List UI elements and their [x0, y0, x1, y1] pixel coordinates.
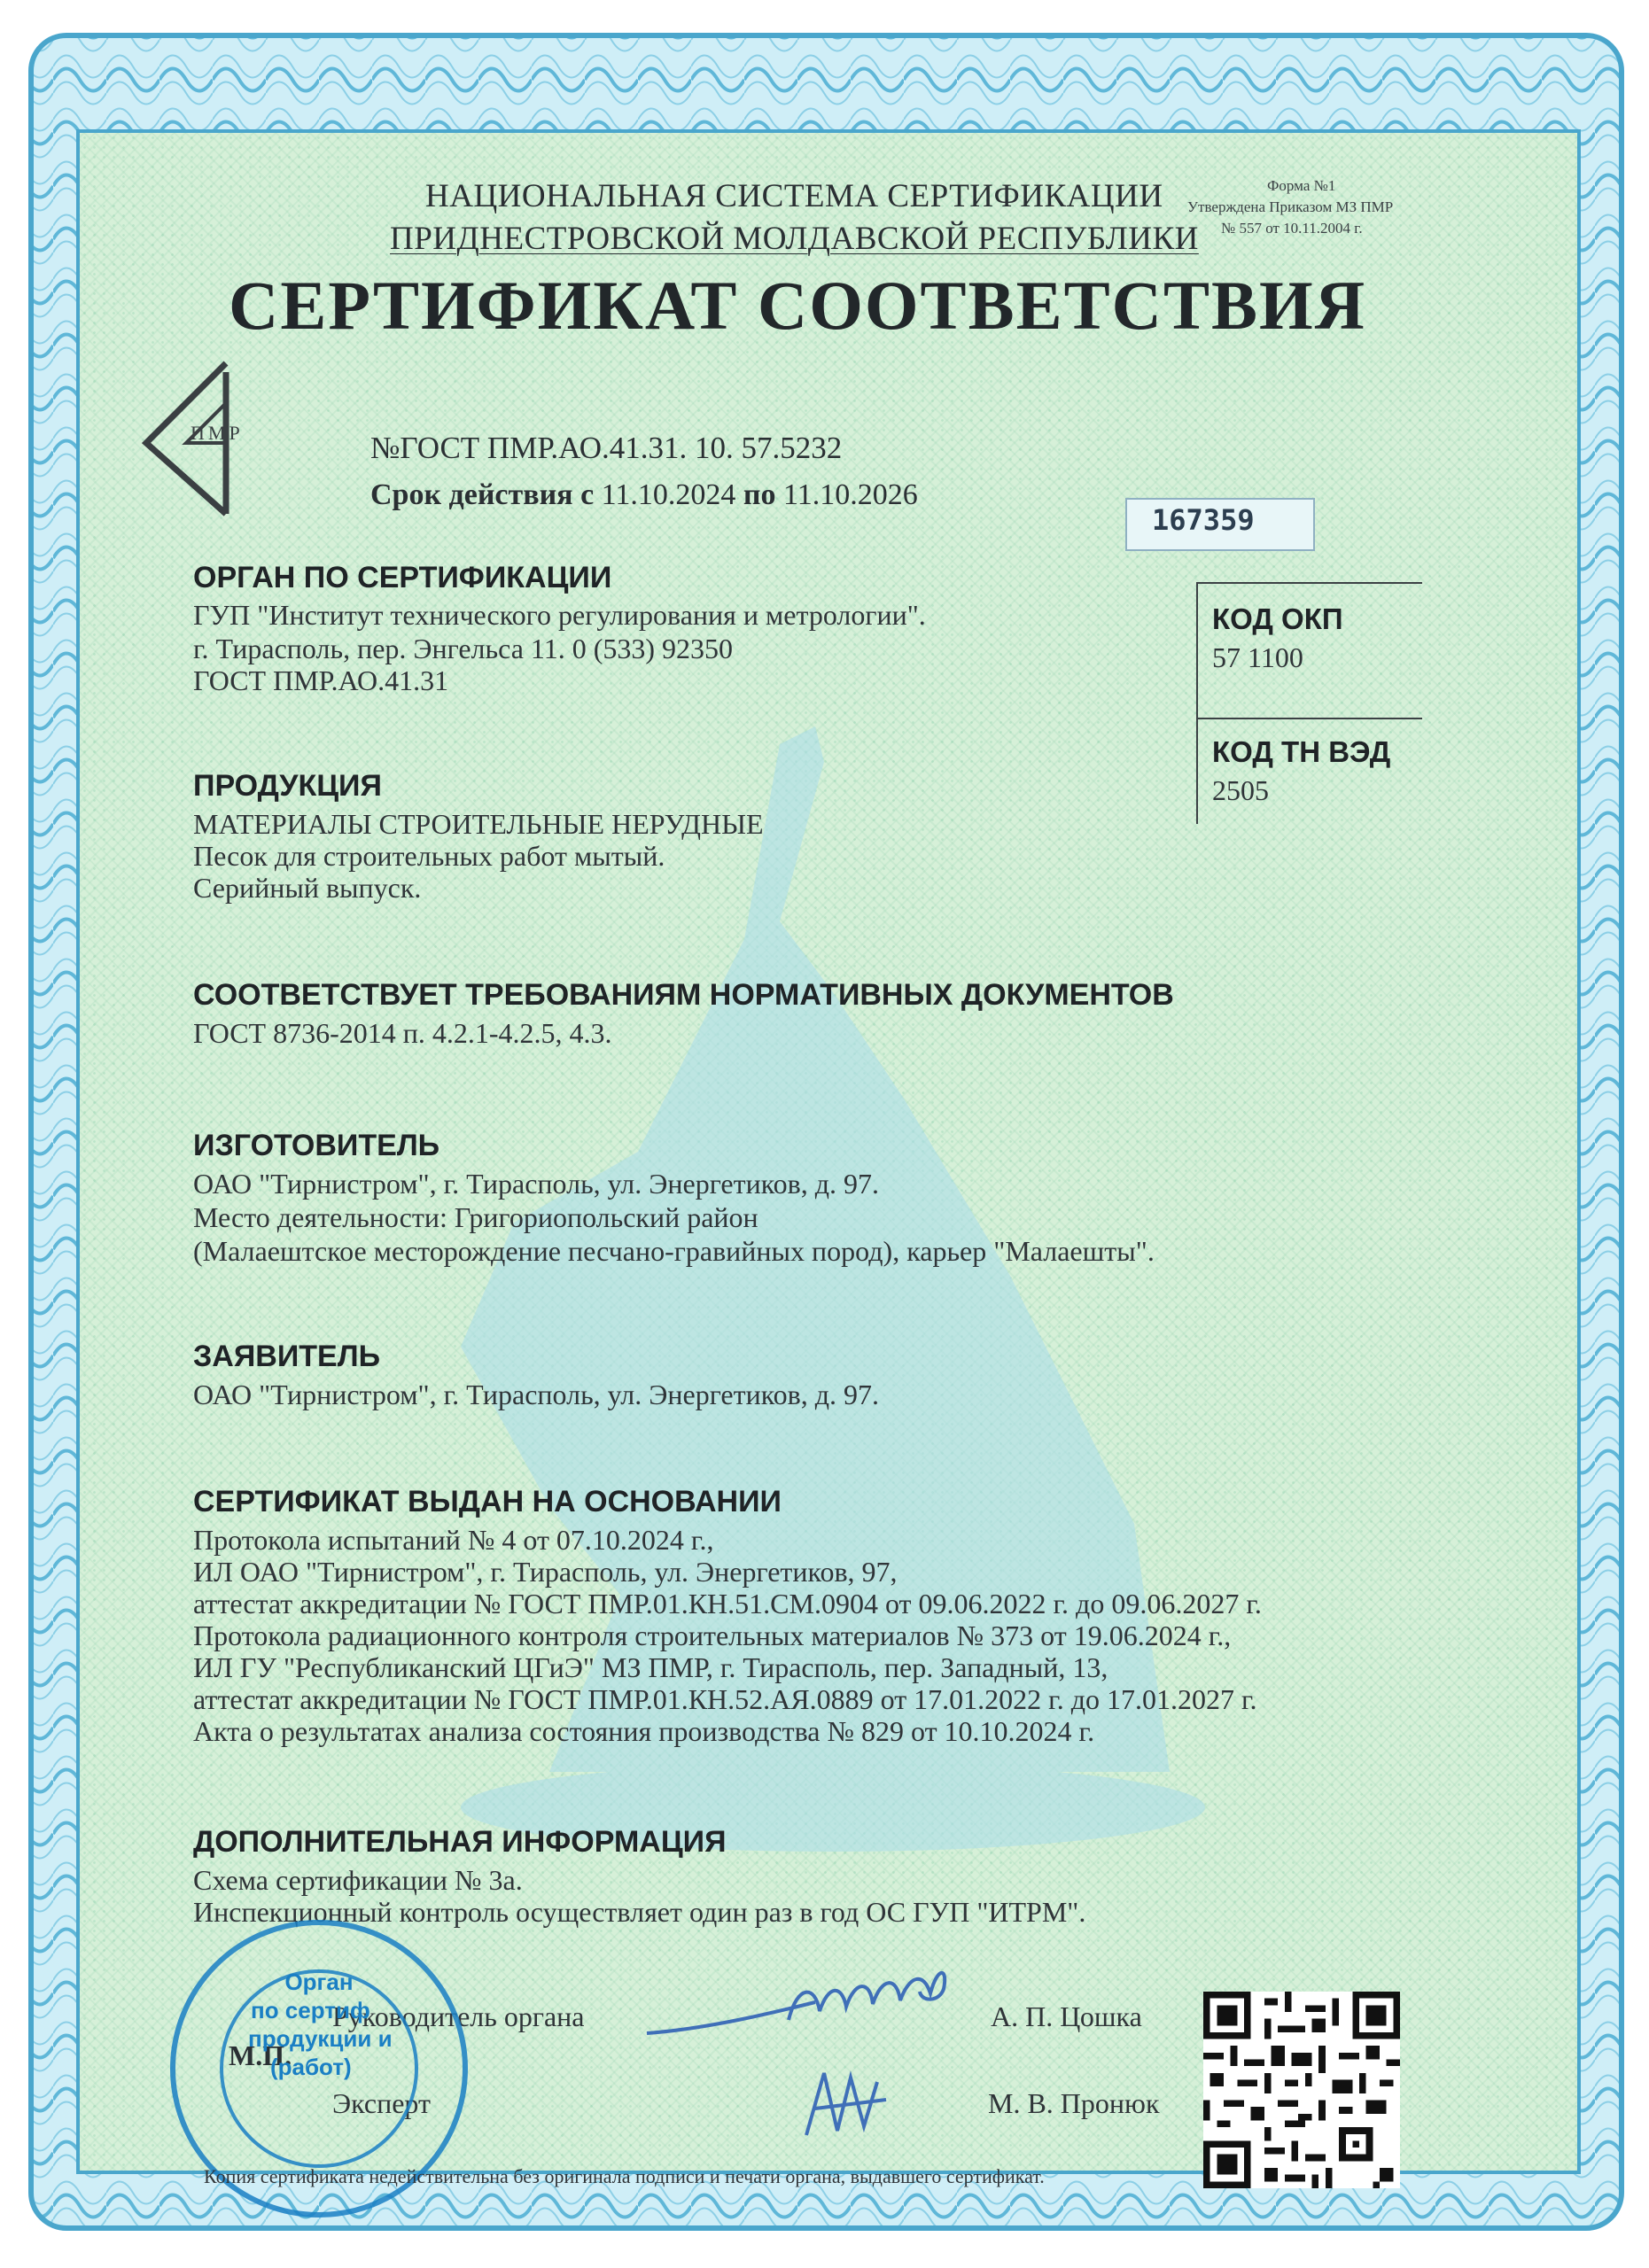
- expert-name: М. В. Пронюк: [988, 2087, 1160, 2119]
- form-order: № 557 от 10.11.2004 г.: [1221, 220, 1363, 237]
- head-signature: [638, 1949, 957, 2055]
- footer-note: Копия сертификата недействительна без оригинала подписи и печати органа, выдавшего сертификат.: [204, 2165, 1045, 2187]
- product-line: Песок для строительных работ мытый.: [193, 840, 665, 872]
- codes-divider-2: [1196, 718, 1198, 824]
- applicant-line: ОАО "Тирнистром", г. Тирасполь, ул. Энергетиков, д. 97.: [193, 1379, 880, 1410]
- validity-to: 11.10.2026: [783, 478, 918, 511]
- additional-line: Инспекционный контроль осуществляет один раз в год ОС ГУП "ИТРМ".: [193, 1896, 1086, 1928]
- applicant-heading: ЗАЯВИТЕЛЬ: [193, 1340, 381, 1373]
- basis-line: Протокола радиационного контроля строительных материалов № 373 от 19.06.2024 г.,: [193, 1619, 1232, 1651]
- additional-heading: ДОПОЛНИТЕЛЬНАЯ ИНФОРМАЦИЯ: [193, 1825, 727, 1859]
- basis-line: ИЛ ОАО "Тирнистром", г. Тирасполь, ул. Энергетиков, 97,: [193, 1556, 898, 1588]
- basis-line: аттестат аккредитации № ГОСТ ПМР.01.КН.52.АЯ.0889 от 17.01.2022 г. до 17.01.2027 г.: [193, 1683, 1257, 1715]
- organ-line: г. Тирасполь, пер. Энгельса 11. 0 (533) 92350: [193, 633, 734, 664]
- manufacturer-line: (Малаештское месторождение песчано-гравийных пород), карьер "Малаешты".: [193, 1235, 1155, 1267]
- manufacturer-line: ОАО "Тирнистром", г. Тирасполь, ул. Энергетиков, д. 97.: [193, 1168, 880, 1200]
- codes-top-line: [1196, 582, 1422, 584]
- certificate-number: №ГОСТ ПМР.АО.41.31. 10. 57.5232: [370, 431, 843, 465]
- basis-heading: СЕРТИФИКАТ ВЫДАН НА ОСНОВАНИИ: [193, 1485, 782, 1518]
- additional-line: Схема сертификации № 3а.: [193, 1864, 523, 1896]
- organ-line: ГУП "Институт технического регулирования и метрологии".: [193, 599, 926, 631]
- basis-line: Протокола испытаний № 4 от 07.10.2024 г.,: [193, 1524, 714, 1556]
- head-label: Руководитель органа: [332, 2000, 585, 2032]
- validity-to-label: по: [743, 478, 776, 511]
- expert-signature: [789, 2055, 913, 2144]
- tnved-value: 2505: [1212, 774, 1269, 806]
- expert-label: Эксперт: [332, 2087, 431, 2119]
- stamp-line: продукции и: [248, 2025, 393, 2052]
- basis-line: аттестат аккредитации № ГОСТ ПМР.01.КН.51.СМ.0904 от 09.06.2022 г. до 09.06.2027 г.: [193, 1588, 1262, 1619]
- tnved-label: КОД ТН ВЭД: [1212, 735, 1391, 768]
- manufacturer-line: Место деятельности: Григориопольский район: [193, 1201, 758, 1233]
- conformity-heading: СООТВЕТСТВУЕТ ТРЕБОВАНИЯМ НОРМАТИВНЫХ ДОКУМЕНТОВ: [193, 978, 1174, 1012]
- conformity-line: ГОСТ 8736-2014 п. 4.2.1-4.2.5, 4.3.: [193, 1017, 612, 1049]
- codes-middle-line: [1196, 718, 1422, 719]
- blank-number: 167359: [1152, 503, 1255, 537]
- form-number: Форма №1: [1267, 177, 1336, 194]
- seal-label: М.П.: [229, 2039, 292, 2071]
- stamp-line: Орган: [284, 1969, 354, 1995]
- stamp-line: (работ): [270, 2054, 352, 2080]
- republic-title: ПРИДНЕСТРОВСКОЙ МОЛДАВСКОЙ РЕСПУБЛИКИ: [390, 221, 1199, 257]
- page-title: СЕРТИФИКАТ СООТВЕТСТВИЯ: [229, 267, 1367, 344]
- organ-line: ГОСТ ПМР.АО.41.31: [193, 664, 449, 696]
- okp-value: 57 1100: [1212, 641, 1303, 673]
- product-line: Серийный выпуск.: [193, 872, 422, 904]
- product-heading: ПРОДУКЦИЯ: [193, 769, 382, 803]
- validity-from: 11.10.2024: [601, 478, 736, 511]
- organ-heading: ОРГАН ПО СЕРТИФИКАЦИИ: [193, 561, 612, 594]
- form-approval: Утверждена Приказом МЗ ПМР: [1187, 198, 1394, 215]
- product-line: МАТЕРИАЛЫ СТРОИТЕЛЬНЫЕ НЕРУДНЫЕ: [193, 808, 764, 840]
- stamp-line: по сертиф: [251, 1997, 370, 2023]
- manufacturer-heading: ИЗГОТОВИТЕЛЬ: [193, 1129, 440, 1162]
- okp-label: КОД ОКП: [1212, 602, 1343, 635]
- validity-label: Срок действия с: [370, 478, 595, 511]
- head-name: А. П. Цошка: [991, 2000, 1142, 2032]
- qr-code[interactable]: [1203, 1992, 1400, 2188]
- logo-text: ПМР: [191, 422, 244, 444]
- system-title: НАЦИОНАЛЬНАЯ СИСТЕМА СЕРТИФИКАЦИИ: [425, 178, 1163, 214]
- basis-line: Акта о результатах анализа состояния производства № 829 от 10.10.2024 г.: [193, 1715, 1095, 1747]
- basis-line: ИЛ ГУ "Республиканский ЦГиЭ" МЗ ПМР, г. Тирасполь, пер. Западный, 13,: [193, 1651, 1108, 1683]
